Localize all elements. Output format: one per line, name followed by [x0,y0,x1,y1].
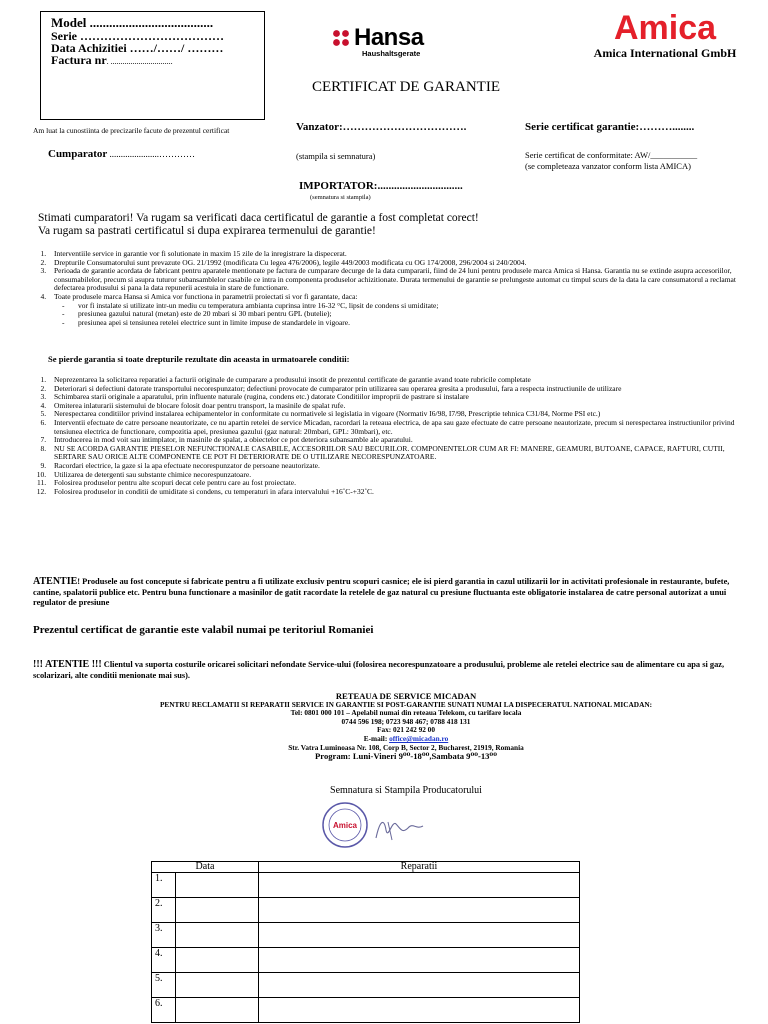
hansa-brand-name: Hansa [354,24,424,51]
list-item: 9. Racordari electrice, la gaze si la apa efectuate necorespunzator de persoane neautorizate. [48,462,748,471]
product-info-box [40,11,265,120]
list-item: 8. NU SE ACORDA GARANTIE PIESELOR NEFUNCTIONALE CASABILE, ACCESORIILOR SAU BECURILOR. COMPONENTELOR CUM AR FI: MANERE, GEAMURI, BUTOANE, CAPACE, RAFTURI, CUTII, SERTARE SAU ORICE ALTE COMPONENTE CE POT FI DETERIORATE DE O UTILIZARE NECORESPUNZATOARE. [48,445,748,462]
list-item: 1. Neprezentarea la solicitarea reparatiei a facturii originale de cumparare a produsului insotit de prezentul certificate de garantie avand toate rubricile completate [48,376,748,385]
table-row [152,998,580,1023]
table-cell-repair[interactable] [259,898,580,923]
list-item: 3. Schimbarea starii originale a aparatului, prin influente naturale (rugina, condens etc.) datorate Conditiilor improprii de pastrare si instalare [48,393,748,402]
amica-company-name: Amica International GmbH [593,46,737,60]
column-header-reparatii: Reparatii [259,862,580,873]
list-item: 5. Nerespectarea conditiilor privind instalarea echipamentelor in conformitate cu normativele si legislatia in vigoare (Normativ I6/98, I7/98, Prescriptie tehnica C31/84, Norme PSI etc.) [48,410,748,419]
list-item: 1. Interventiile service in garantie vor fi solutionate in maxim 15 zile de la inregistrare la dispecerat. [48,250,748,259]
stamp-brand-text: Amica [332,821,358,830]
table-cell-repair[interactable] [259,998,580,1023]
table-cell-repair[interactable] [259,973,580,998]
buyer-field[interactable]: Cumparator ......................………… [48,148,196,160]
table-row [152,923,580,948]
serie-field[interactable]: Serie ……………………………… [51,29,224,43]
email-link[interactable]: office@micadan.ro [389,733,449,743]
conformity-serial-field[interactable]: Serie certificat de conformitate: AW/___________ [525,150,698,160]
list-item: 2. Drepturile Consumatorului sunt prevazute OG. 21/1992 (modificata Cu legea 476/2006), legile 449/2003 modificata cu OG 174/2008, 296/2004 si 240/2004. [48,259,748,268]
repairs-table [151,861,580,1023]
atentie-notice-1: ATENTIE! Produsele au fost concepute si fabricate pentru a fi utilizate exclusiv pentru scopuri casnice; ele isi pierd garantia in cazul utilizarii lor in activitati profesionale in restaurante, bufete, cantine, spalatorii publice etc. Pentru buna functionare a masinilor de gatit racordate la retelele de gaz natural cu presiune fluctuanta este obligatorie instalarea de catre personal autorizat a unui regulator de presiune [33,576,730,607]
atentie-notice-2: !!! ATENTIE !!! Clientul va suporta costurile oricarei solicitari nefondate Service-ului (folosirea necorespunzatoare a produsului, probleme ale retelei electrice sau de alimentare cu apa si gaz, scolarizari, alte conditii menionate mai sus). [33,659,725,680]
amica-logo [586,10,744,61]
amica-brand-name: Amica [613,9,717,47]
table-cell-date[interactable]: 5. [152,973,259,998]
certificate-serial-field[interactable]: Serie certificat garantie:………........ [525,121,695,133]
list-item: 3. Perioada de garantie acordata de fabricant pentru aparatele mentionate pe factura de cumparare decurge de la data cumpararii, fiind de 24 luni pentru produsele marca Amica si Hansa. Garantia nu se extinde asupra accesoriilor, consumabilelor, precum si asupra tuturor subansamblelor casabile ce intra in componenta produselor achizitionate. Durata termenului de garantie se prelungeste automat cu timpul scurs de la data la care consumatorul a reclamat defectarea produsului si pana la data repunerii acestuia in stare de functionare. [48,267,748,293]
service-title: RETEAUA DE SERVICE MICADAN [335,691,477,701]
list-item: - vor fi instalate si utilizate intr-un mediu cu temperatura ambianta cuprinsa intre 16-32 °C, lipsit de condens si umiditate; [72,302,748,311]
list-item: 6. Interventii efectuate de catre persoane neautorizate, ce nu apartin retelei de service Micadan, racordari la reteaua electrica, de apa sau gaze efectuate de catre persoane neautorizate, precum si nerespectarea instructiunilor privind tensiunea electrica de functionare, compozitia apei, presiunea gazului (gaz natural: 20mbari, GPL: 30mbari), etc. [48,419,748,436]
table-cell-date[interactable]: 4. [152,948,259,973]
validity-notice: Prezentul certificat de garantie este valabil numai pe teritoriul Romaniei [33,624,374,636]
acknowledgement-note: Am luat la cunostiinta de precizarile facute de prezentul certificat [33,126,230,135]
intro-notice: Stimati cumparatori! Va rugam sa verificati daca certificatul de garantie a fost completat corect! Va rugam sa pastrati certificatul si dupa expirarea termenului de garantie! [38,212,479,237]
invoice-field[interactable]: Factura nr. ............................... [51,53,173,67]
service-network-info: RETEAUA DE SERVICE MICADAN PENTRU RECLAMATII SI REPARATII SERVICE IN GARANTIE SI POST-GARANTIE SUNATI NUMAI LA DISPECERATUL NATIONAL MICADAN: Tel: 0801 000 101 – Apelabil numai din reteaua Telekom, cu tarifare locala 0744 596 198; 0723 948 467; 0788 418 131 Fax: 021 242 92 00 E-mail: office@micadan.ro Str. Vatra Luminoasa Nr. 108, Corp B, Sector 2, Bucharest, 21919, Romania Program: Luni-Vineri 9⁰⁰-18⁰⁰,Sambata 9⁰⁰-13⁰⁰ [0,692,768,761]
manufacturer-stamp [318,800,433,855]
warranty-terms [28,250,748,327]
hansa-dots-icon [332,29,350,47]
list-item: 4. Toate produsele marca Hansa si Amica vor functiona in parametrii proiectati si vor fi garantate, daca: - vor fi instalate si utilizate intr-un mediu cu temperatura ambianta cuprinsa intre 16-32 °C, lipsit de condens si umiditate; - presiunea gazului natural (metan) este de 20 mbari si 30 mbari pentru GPL (butelie); - presiunea apei si tensiunea retelei electrice sunt in limite impuse de standardele in vigoare. [48,293,748,327]
warranty-loss-heading: Se pierde garantia si toate drepturile rezultate din aceasta in urmatoarele conditii: [48,354,350,364]
page-title: CERTIFICAT DE GARANTIE [312,79,500,95]
table-cell-date[interactable]: 1. [152,873,259,898]
table-row [152,973,580,998]
importer-stamp-note: (semnatura si stampila) [310,194,371,201]
seller-field[interactable]: Vanzator:……………………………. [296,121,467,133]
table-row [152,873,580,898]
list-item: 2. Deteriorari si defectiuni datorate transportului necorespunzator; defectiuni provocate de cumparator prin utilizarea sau operarea gresita a produsului, fara a respecta instructiunile de utilizare [48,385,748,394]
hansa-logo [332,24,424,58]
purchase-date-field[interactable]: Data Achizitiei ……/……/ ……… [51,41,224,55]
column-header-data: Data [152,862,259,873]
conformity-note: (se completeaza vanzator conform lista AMICA) [525,161,691,171]
table-cell-date[interactable]: 6. [152,998,259,1023]
signature-label: Semnatura si Stampila Producatorului [330,785,482,796]
table-cell-repair[interactable] [259,948,580,973]
list-item: 10. Utilizarea de detergenti sau substante chimice necorespunzatoare. [48,471,748,480]
table-row [152,948,580,973]
model-field[interactable]: Model ...................................... [51,15,214,30]
table-cell-repair[interactable] [259,873,580,898]
table-cell-date[interactable]: 2. [152,898,259,923]
list-item: 4. Omiterea inlaturarii sistemului de blocare folosit doar pentru transport, la masinile de spalat rufe. [48,402,748,411]
table-cell-repair[interactable] [259,923,580,948]
list-item: 11. Folosirea produselor pentru alte scopuri decat cele pentru care au fost proiectate. [48,479,748,488]
hansa-tagline: Haushaltsgerate [362,49,421,58]
table-cell-date[interactable]: 3. [152,923,259,948]
list-item: - presiunea gazului natural (metan) este de 20 mbari si 30 mbari pentru GPL (butelie); [72,310,748,319]
warranty-loss-conditions [28,376,748,496]
importer-field[interactable]: IMPORTATOR:............................... [299,180,463,192]
table-row [152,898,580,923]
list-item: 7. Introducerea in mod voit sau intimplator, in masinile de spalat, a obiectelor ce pot deteriora subansamble ale aparatului. [48,436,748,445]
list-item: - presiunea apei si tensiunea retelei electrice sunt in limite impuse de standardele in vigoare. [72,319,748,328]
list-item: 12. Folosirea produselor in conditii de umiditate si condens, cu temperaturi in afara intervalului +16˚C-+32˚C. [48,488,748,497]
seller-stamp-note: (stampila si semnatura) [296,151,376,161]
